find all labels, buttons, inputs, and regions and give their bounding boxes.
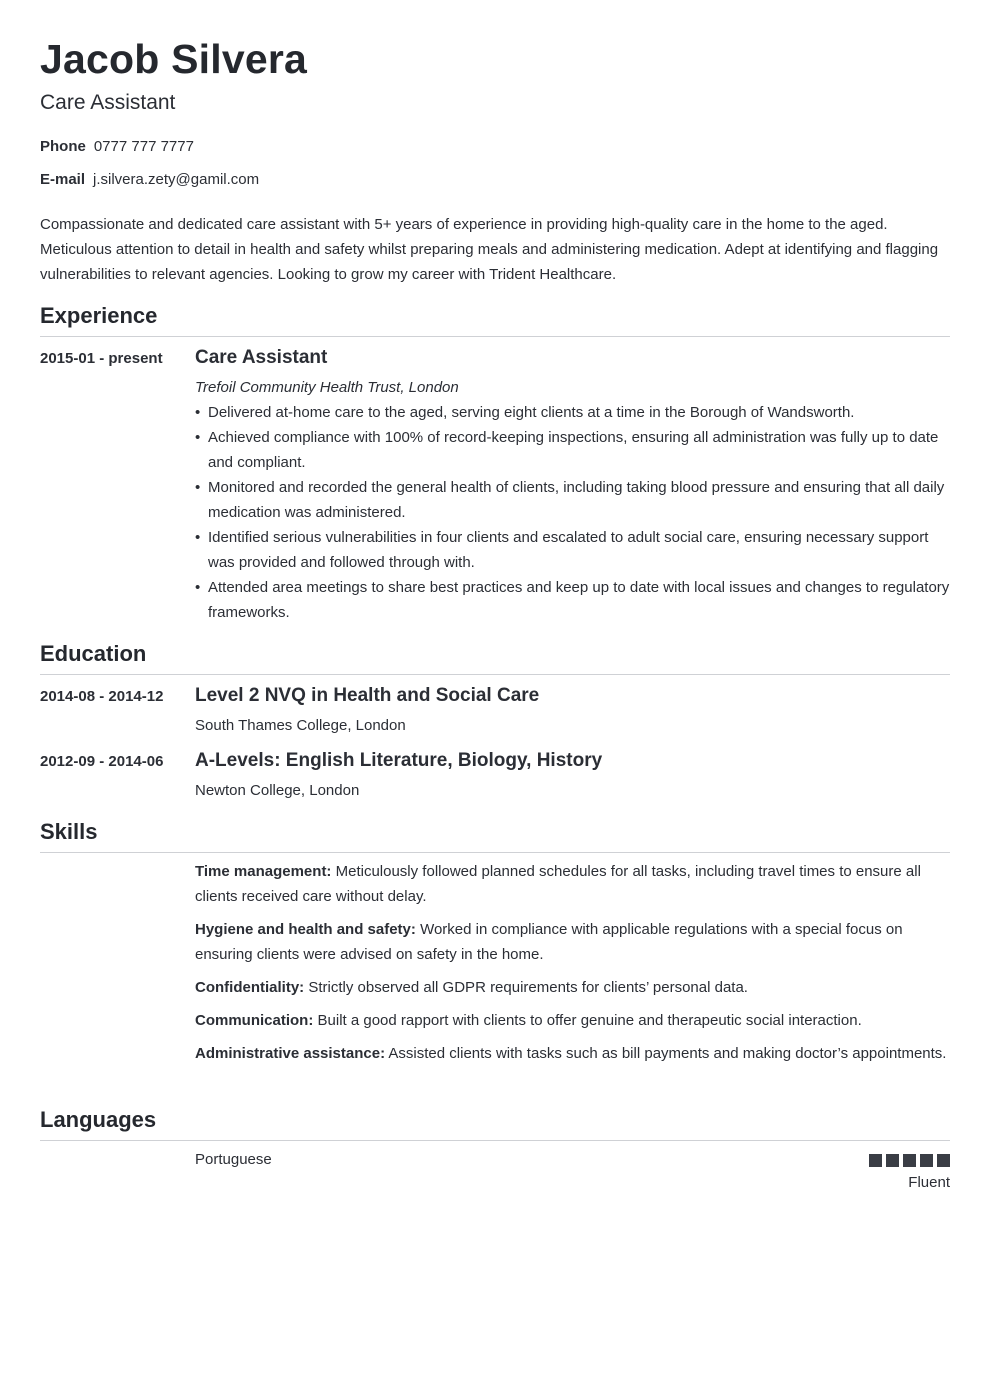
list-item: • Monitored and recorded the general health of clients, including taking blood pressure and ensuring that all daily medication was administered. xyxy=(195,479,945,521)
bullet-text: Identified serious vulnerabilities in four clients and escalated to adult social care, ensuring necessary support was provided and followed through with. xyxy=(208,529,929,571)
candidate-name: Jacob Silvera xyxy=(40,36,307,82)
skill-name: Confidentiality: xyxy=(195,979,305,996)
skill-item xyxy=(195,975,950,1000)
contact-email-row xyxy=(40,171,259,188)
education-title-1: Level 2 NVQ in Health and Social Care xyxy=(195,685,540,706)
profile-summary: Compassionate and dedicated care assistant with 5+ years of experience in providing high-quality care in the home to the aged. Meticulous attention to detail in health and safety whilst preparing meals and administering medication. Adept at identifying and flagging vulnerabilities to relevant agencies. Looking to grow my career with Trident Healthcare. xyxy=(40,216,939,283)
education-title-2: A-Levels: English Literature, Biology, History xyxy=(195,750,603,771)
education-date-1: 2014-08 - 2014-12 xyxy=(40,688,164,705)
skill-desc: Built a good rapport with clients to offer genuine and therapeutic social interaction. xyxy=(317,1012,862,1029)
skill-desc: Meticulously followed planned schedules for all tasks, including travel times to ensure all clients received care without delay. xyxy=(195,863,921,905)
phone-label: Phone xyxy=(40,138,86,155)
contact-phone-row xyxy=(40,138,194,155)
skill-name: Time management: xyxy=(195,863,332,880)
candidate-title: Care Assistant xyxy=(40,91,176,114)
education-date-2: 2012-09 - 2014-06 xyxy=(40,753,164,770)
rating-square xyxy=(920,1154,933,1167)
rating-square xyxy=(937,1154,950,1167)
rating-square xyxy=(869,1154,882,1167)
experience-bullet-list xyxy=(195,400,950,625)
experience-section-heading xyxy=(40,303,950,337)
skill-name: Communication: xyxy=(195,1012,314,1029)
skills-heading-text: Skills xyxy=(40,819,98,844)
language-rating xyxy=(869,1154,950,1167)
languages-heading-text: Languages xyxy=(40,1107,157,1132)
skill-item xyxy=(195,917,950,967)
email-value: j.silvera.zety@gamil.com xyxy=(93,171,260,188)
experience-date: 2015-01 - present xyxy=(40,350,163,367)
phone-value: 0777 777 7777 xyxy=(93,138,194,155)
skill-item xyxy=(195,859,950,909)
bullet-text: Delivered at-home care to the aged, serving eight clients at a time in the Borough of Wandsworth. xyxy=(208,404,855,421)
list-item: • Achieved compliance with 100% of record-keeping inspections, ensuring all administration was fully up to date and compliant. xyxy=(195,429,939,471)
list-item: • Delivered at-home care to the aged, serving eight clients at a time in the Borough of Wandsworth. xyxy=(195,404,855,421)
education-heading-text: Education xyxy=(40,641,147,666)
skill-item xyxy=(195,1008,950,1033)
skill-desc: Strictly observed all GDPR requirements for clients’ personal data. xyxy=(308,979,748,996)
experience-job-title: Care Assistant xyxy=(195,347,328,368)
skill-desc: Assisted clients with tasks such as bill payments and making doctor’s appointments. xyxy=(388,1045,947,1062)
bullet-text: Achieved compliance with 100% of record-keeping inspections, ensuring all administration was fully up to date and compliant. xyxy=(208,429,939,471)
language-name: Portuguese xyxy=(195,1151,272,1168)
rating-square xyxy=(886,1154,899,1167)
rating-square xyxy=(903,1154,916,1167)
list-item: • Attended area meetings to share best practices and keep up to date with local issues and changes to regulatory frameworks. xyxy=(195,579,950,621)
email-label: E-mail xyxy=(40,171,86,188)
skill-name: Administrative assistance: xyxy=(195,1045,386,1062)
experience-heading-text: Experience xyxy=(40,303,158,328)
language-level: Fluent xyxy=(908,1174,950,1191)
experience-employer: Trefoil Community Health Trust, London xyxy=(195,379,459,396)
bullet-text: Monitored and recorded the general health of clients, including taking blood pressure and ensuring that all daily medication was administered. xyxy=(208,479,945,521)
bullet-text: Attended area meetings to share best practices and keep up to date with local issues and changes to regulatory frameworks. xyxy=(208,579,950,621)
skills-section-heading xyxy=(40,819,950,853)
education-section-heading xyxy=(40,641,950,675)
skill-item xyxy=(195,1041,950,1066)
skill-desc: Worked in compliance with applicable regulations with a special focus on ensuring clients were advised on safety in the home. xyxy=(195,921,903,963)
skills-list xyxy=(195,859,950,1074)
languages-section-heading xyxy=(40,1107,950,1141)
list-item: • Identified serious vulnerabilities in four clients and escalated to adult social care, ensuring necessary support was provided and followed through with. xyxy=(195,529,929,571)
skill-name: Hygiene and health and safety: xyxy=(195,921,416,938)
education-school-1: South Thames College, London xyxy=(195,717,406,734)
education-school-2: Newton College, London xyxy=(195,782,360,799)
